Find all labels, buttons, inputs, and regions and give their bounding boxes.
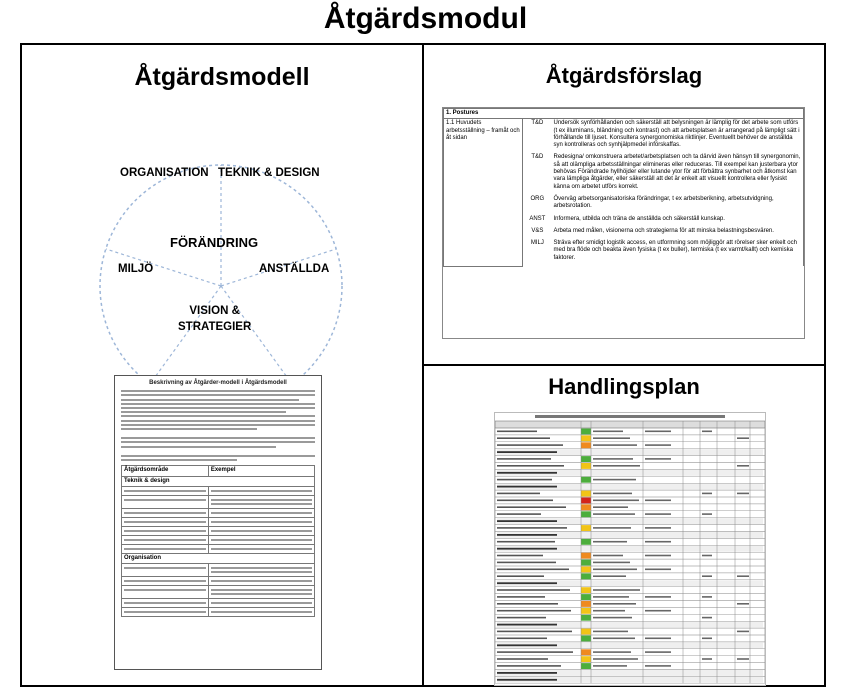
plan-cell-text: [497, 486, 557, 488]
plan-cell-text: [645, 541, 671, 543]
plan-cell-text: [645, 431, 671, 433]
plan-status-cell: [581, 560, 591, 566]
doc-table-head: Åtgärdsområde: [122, 466, 209, 476]
plan-cell-text: [593, 651, 631, 653]
doc-text-block: [121, 390, 315, 461]
plan-status-cell: [581, 525, 591, 531]
rec-code-cell: T&D: [523, 119, 552, 154]
plan-cell-text: [645, 610, 671, 612]
plan-cell-text: [497, 548, 557, 550]
plan-cell-text: [497, 534, 557, 536]
plan-cell-text: [497, 465, 564, 467]
label-vision-strategier: VISION & STRATEGIER: [178, 305, 252, 333]
plan-status-cell: [581, 456, 591, 462]
plan-status-cell: [581, 429, 591, 435]
plan-cell-text: [737, 603, 749, 605]
plan-cell-text: [737, 493, 749, 495]
plan-cell-text: [593, 665, 627, 667]
plan-cell-text: [645, 513, 671, 515]
rec-text-cell: Arbeta med målen, visionerna och strategierna för att minska belastningsbesvären.: [551, 227, 803, 239]
plan-cell-text: [497, 672, 557, 674]
plan-cell-text: [593, 610, 625, 612]
plan-cell-text: [497, 624, 557, 626]
plan-status-cell: [581, 491, 591, 497]
plan-status-cell: [581, 498, 591, 504]
plan-cell-text: [645, 638, 671, 640]
plan-cell-text: [497, 458, 551, 460]
plan-status-cell: [581, 567, 591, 573]
action-plan-grid: [495, 413, 765, 685]
plan-status-cell: [581, 504, 591, 510]
plan-cell-text: [593, 500, 639, 502]
plan-status-cell: [581, 539, 591, 545]
plan-cell-text: [593, 506, 628, 508]
plan-cell-text: [645, 444, 671, 446]
plan-status-cell: [581, 663, 591, 669]
recommendations-panel: [422, 43, 826, 366]
rec-code-cell: MILJ: [523, 239, 552, 266]
plan-cell-text: [645, 458, 671, 460]
plan-cell-text: [497, 555, 543, 557]
plan-cell-text: [497, 437, 550, 439]
plan-cell-text: [593, 527, 631, 529]
plan-cell-text: [645, 596, 671, 598]
plan-status-cell: [581, 608, 591, 614]
plan-status-cell: [581, 601, 591, 607]
plan-header-row: [495, 421, 765, 428]
plan-cell-text: [497, 451, 557, 453]
plan-cell-text: [702, 575, 712, 577]
plan-cell-text: [497, 631, 572, 633]
plan-cell-text: [593, 638, 635, 640]
rec-code-cell: ANST: [523, 215, 552, 227]
plan-status-cell: [581, 629, 591, 635]
plan-cell-text: [593, 562, 630, 564]
plan-cell-text: [497, 644, 557, 646]
plan-cell-text: [497, 562, 556, 564]
plan-cell-text: [702, 596, 712, 598]
plan-status-cell: [581, 649, 591, 655]
plan-status-cell: [581, 435, 591, 441]
plan-cell-text: [593, 513, 635, 515]
plan-status-cell: [581, 463, 591, 469]
doc-title: Beskrivning av Åtgärder-modell i Åtgärdsmodell: [149, 380, 287, 386]
plan-cell-text: [702, 617, 712, 619]
plan-cell-text: [497, 500, 553, 502]
plan-cell-text: [497, 658, 548, 660]
plan-cell-text: [593, 493, 632, 495]
plan-cell-text: [497, 527, 567, 529]
plan-cell-text: [593, 437, 630, 439]
plan-cell-text: [593, 555, 623, 557]
page-title: Åtgärdsmodul: [323, 2, 528, 35]
divider-line: [221, 286, 292, 384]
plan-cell-text: [702, 638, 712, 640]
rec-text-cell: Sträva efter smidigt logistik access, en utformning som möjliggör att rörelser sker enkelt och med bra flöde och beakta även fysiska (t ex buller), termiska (t ex varmt/kallt) och kemiska faktorer.: [551, 239, 803, 266]
action-plan-panel-title: Handlingsplan: [548, 374, 700, 399]
label-miljo: MILJÖ: [118, 263, 154, 275]
rec-code-cell: T&D: [523, 153, 552, 194]
action-plan-sheet: [494, 412, 766, 686]
action-plan-panel: [422, 364, 826, 687]
plan-status-cell: [581, 511, 591, 517]
rec-text-cell: Informera, utbilda och träna de anställda och säkerställ kunskap.: [551, 215, 803, 227]
rec-code-cell: V&S: [523, 227, 552, 239]
plan-cell-text: [593, 631, 628, 633]
rec-text-cell: Redesigna/ omkonstruera arbetet/arbetsplatsen och ta därvid även hänsyn till synergonomin, så att olämpliga arbetsställningar elimineras eller reduceras. Till exempel kan justerbara ytor behövas Förändrade hyllhöjder eller lutande ytor för att förbättra synbarhet och åtkomst kan vara lämpliga åtgärder, eller säkerställ att det är enkelt att visuellt kontrollera eller fysiskt känna om arbetet utförs korrekt.: [551, 153, 803, 194]
plan-cell-text: [497, 472, 557, 474]
label-organisation: ORGANISATION: [120, 167, 209, 179]
plan-cell-text: [497, 569, 569, 571]
doc-table: [121, 465, 315, 617]
plan-cell-text: [645, 500, 671, 502]
plan-status-cell: [581, 615, 591, 621]
plan-cell-text: [497, 582, 557, 584]
plan-cell-text: [497, 603, 558, 605]
rec-posture-cell: 1.1 Huvudets arbetsställning – framåt och åt sidan: [444, 119, 523, 266]
plan-status-cell: [581, 636, 591, 642]
rec-table-header: 1. Postures: [444, 109, 804, 119]
plan-cell-text: [645, 527, 671, 529]
plan-cell-text: [593, 465, 640, 467]
plan-title-line: [535, 415, 725, 418]
plan-cell-text: [737, 465, 749, 467]
plan-cell-text: [593, 617, 632, 619]
plan-cell-text: [593, 589, 640, 591]
plan-cell-text: [645, 569, 671, 571]
plan-cell-text: [593, 596, 629, 598]
plan-cell-text: [593, 458, 633, 460]
rec-table-row: [444, 119, 804, 154]
plan-cell-text: [497, 541, 555, 543]
label-teknik-design: TEKNIK & DESIGN: [218, 167, 320, 179]
plan-cell-text: [497, 610, 571, 612]
doc-section: Teknik & design: [122, 476, 315, 486]
plan-cell-text: [737, 575, 749, 577]
plan-cell-text: [593, 575, 626, 577]
model-document-thumbnail: [114, 375, 322, 670]
label-anstallda: ANSTÄLLDA: [259, 263, 330, 275]
rec-text-cell: Undersök synförhållanden och säkerställ att belysningen är lämplig för det arbete som utförs (t ex illuminans, bländning och kontrast) och att arbetsplatsen är arrangerad på lämpligt sätt i förhållande till ljuset. Konsultera synergonomiska riktlinjer. Eventuellt behöver de anställda syn kontrolleras och synhjälpmedel införskaffas.: [551, 119, 803, 154]
plan-cell-text: [593, 569, 637, 571]
plan-cell-text: [497, 665, 561, 667]
plan-cell-text: [497, 575, 544, 577]
recommendations-table: [443, 108, 804, 267]
plan-cell-text: [593, 603, 636, 605]
plan-cell-text: [593, 444, 637, 446]
plan-cell-text: [702, 431, 712, 433]
plan-cell-text: [593, 541, 627, 543]
plan-cell-text: [497, 513, 541, 515]
plan-status-cell: [581, 573, 591, 579]
plan-cell-text: [497, 589, 570, 591]
plan-cell-text: [497, 479, 552, 481]
plan-cell-text: [737, 658, 749, 660]
plan-cell-text: [497, 520, 557, 522]
plan-status-cell: [581, 477, 591, 483]
doc-section: Organisation: [122, 553, 315, 563]
label-forandring: FÖRÄNDRING: [170, 235, 259, 250]
plan-cell-text: [702, 493, 712, 495]
plan-cell-text: [645, 555, 671, 557]
plan-cell-text: [497, 617, 546, 619]
plan-cell-text: [737, 437, 749, 439]
plan-cell-text: [702, 513, 712, 515]
plan-cell-text: [593, 431, 623, 433]
plan-cell-text: [497, 638, 547, 640]
recommendations-panel-title: Åtgärdsförslag: [545, 63, 703, 88]
plan-cell-text: [737, 631, 749, 633]
doc-table-head: Exempel: [208, 466, 314, 476]
plan-cell-text: [497, 651, 573, 653]
plan-cell-text: [497, 506, 566, 508]
plan-status-cell: [581, 553, 591, 559]
plan-cell-text: [645, 651, 671, 653]
plan-status-cell: [581, 656, 591, 662]
plan-status-cell: [581, 594, 591, 600]
plan-status-cell: [581, 442, 591, 448]
recommendations-table-image: [442, 107, 805, 339]
plan-cell-text: [702, 658, 712, 660]
plan-cell-text: [497, 596, 545, 598]
rec-code-cell: ORG: [523, 195, 552, 215]
rec-text-cell: Överväg arbetsorganisatoriska förändringar, t ex arbetsberikning, arbetsutvidgning, arbetsrotation.: [551, 195, 803, 215]
divider-line: [150, 286, 221, 384]
model-panel: [20, 43, 424, 687]
plan-cell-text: [497, 444, 563, 446]
plan-cell-text: [645, 665, 671, 667]
model-panel-title: Åtgärdsmodell: [134, 63, 310, 91]
plan-cell-text: [593, 658, 638, 660]
plan-status-cell: [581, 587, 591, 593]
plan-cell-text: [497, 493, 540, 495]
plan-cell-text: [593, 479, 636, 481]
plan-cell-text: [497, 679, 557, 681]
plan-cell-text: [702, 555, 712, 557]
plan-cell-text: [497, 431, 537, 433]
